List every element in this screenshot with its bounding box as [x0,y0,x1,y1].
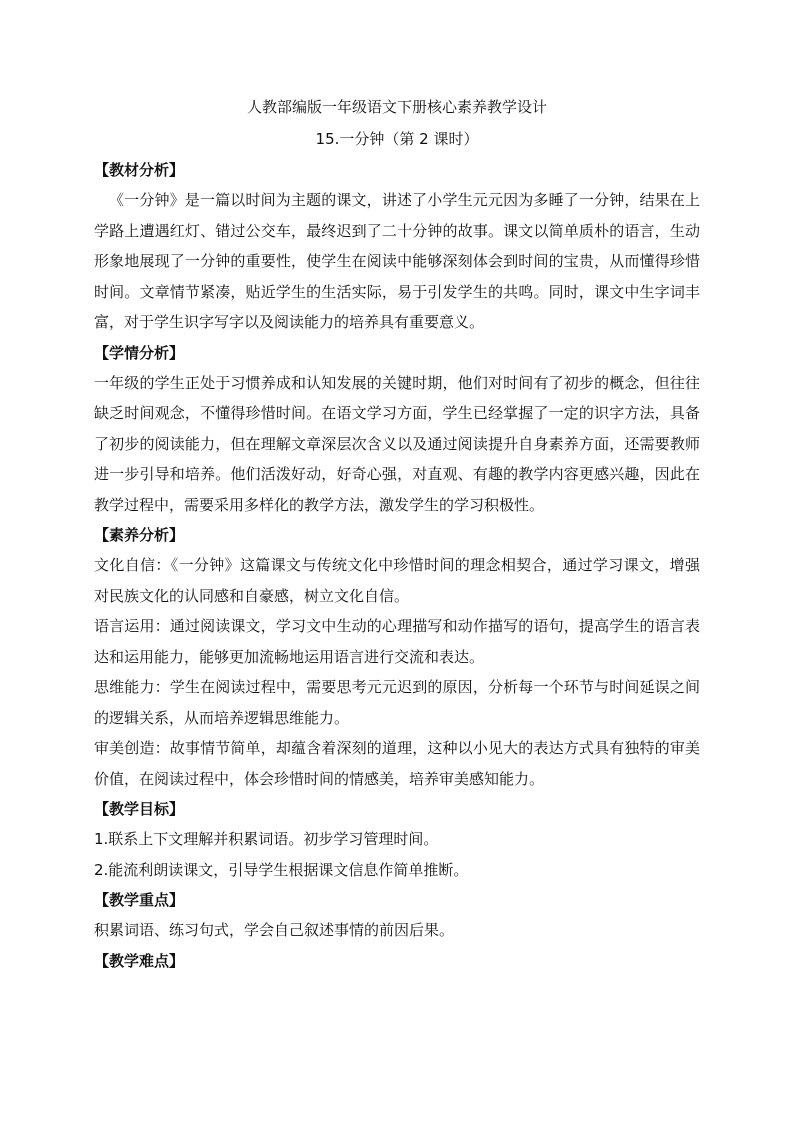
section-teaching-difficulty [94,946,700,976]
document-title: 人教部编版一年级语文下册核心素养教学设计 [246,98,547,116]
section-student-analysis [94,338,700,521]
section-heading: 【教材分析】 [94,161,185,179]
section-paragraph: 审美创造：故事情节简单，却蕴含着深刻的道理，这种以小见大的表达方式具有独特的审美价值，在阅读过程中，体会珍惜时间的情感美，培养审美感知能力。 [94,739,700,788]
section-paragraph: 语言运用：通过阅读课文，学习文中生动的心理描写和动作描写的语句，提高学生的语言表达和运用能力，能够更加流畅地运用语言进行交流和表达。 [94,617,700,666]
section-heading: 【学情分析】 [94,343,185,362]
section-heading: 【素养分析】 [94,526,185,544]
section-textbook-analysis [94,155,700,338]
section-literacy-analysis [94,520,700,794]
section-paragraph: 《一分钟》是一篇以时间为主题的课文，讲述了小学生元元因为多睡了一分钟，结果在上学路上遭遇红灯、错过公交车，最终迟到了二十分钟的故事。课文以简单质朴的语言，生动形象地展现了一分钟的重要性，使学生在阅读中能够深刻体会到时间的宝贵，从而懂得珍惜时间。文章情节紧凑，贴近学生的生活实际，易于引发学生的共鸣。同时，课文中生字词丰富，对于学生识字写字以及阅读能力的培养具有重要意义。 [94,191,700,331]
lesson-subtitle: 15.一分钟（第 2 课时） [315,130,479,148]
section-paragraph: 积累词语、练习句式，学会自己叙述事情的前因后果。 [94,921,455,939]
section-paragraph: 1.联系上下文理解并积累词语。初步学习管理时间。 [94,830,439,848]
section-heading: 【教学难点】 [94,951,185,970]
section-paragraph: 2.能流利朗读课文，引导学生根据课文信息作简单推断。 [94,860,469,879]
section-teaching-goals [94,794,700,885]
section-paragraph: 思维能力：学生在阅读过程中，需要思考元元迟到的原因，分析每一个环节与时间延误之间的逻辑关系，从而培养逻辑思维能力。 [94,678,700,727]
section-heading: 【教学目标】 [94,800,185,818]
section-heading: 【教学重点】 [94,891,185,909]
section-paragraph: 文化自信：《一分钟》这篇课文与传统文化中珍惜时间的理念相契合，通过学习课文，增强对民族文化的认同感和自豪感，树立文化自信。 [94,556,700,605]
section-paragraph: 一年级的学生正处于习惯养成和认知发展的关键时期，他们对时间有了初步的概念，但往往缺乏时间观念，不懂得珍惜时间。在语文学习方面，学生已经掌握了一定的识字方法，具备了初步的阅读能力，但在理解文章深层次含义以及通过阅读提升自身素养方面，还需要教师进一步引导和培养。他们活泼好动，好奇心强，对直观、有趣的教学内容更感兴趣，因此在教学过程中，需要采用多样化的教学方法，激发学生的学习积极性。 [94,373,700,514]
section-teaching-focus [94,885,700,946]
